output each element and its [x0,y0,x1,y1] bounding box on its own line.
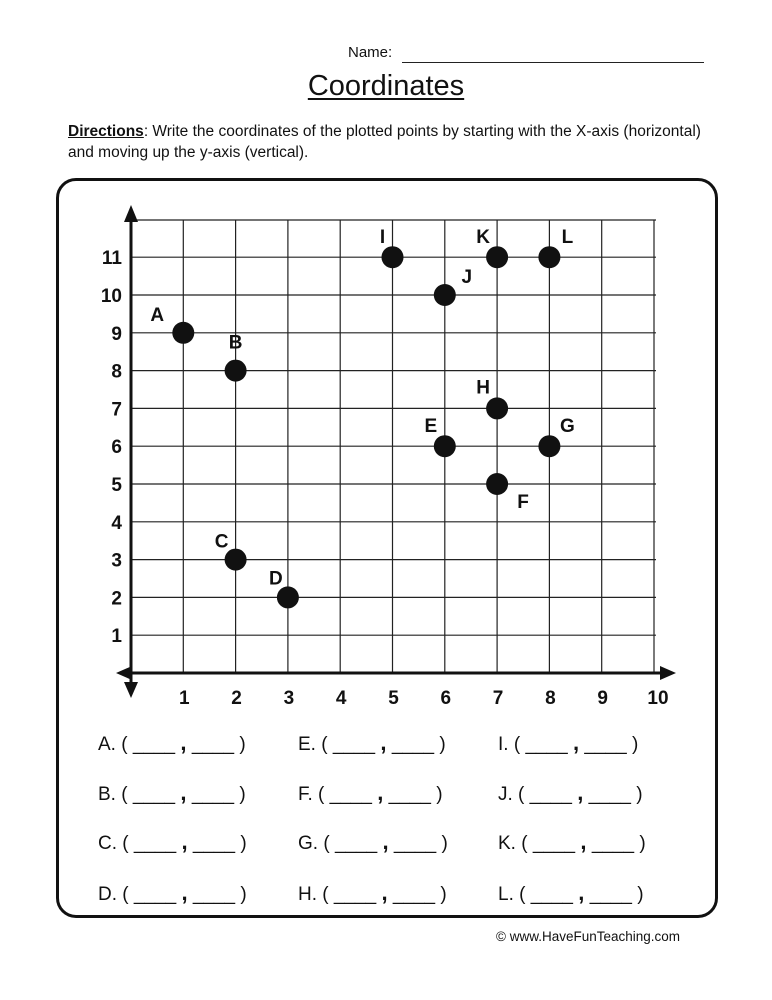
x-tick-label: 5 [388,688,399,709]
answer-suffix: ) [436,784,443,805]
x-tick-label: 6 [440,688,452,709]
answer-prefix: B. ( [98,784,128,805]
answer-blank-x[interactable]: ____ [532,833,576,854]
x-tick-label: 2 [231,688,242,709]
answer-suffix: ) [441,833,448,854]
answer-comma: , [180,730,187,755]
x-tick-label: 9 [597,688,608,709]
answer-comma: , [580,829,587,854]
point-label-j: J [461,267,473,288]
answer-suffix: ) [439,734,446,755]
answer-blank-x[interactable]: ____ [133,833,177,854]
answer-item [98,880,247,906]
answer-item [298,880,447,906]
point-label-f: F [517,492,529,513]
answer-blank-y[interactable]: ____ [191,734,235,755]
x-tick-label: 1 [179,688,190,709]
answer-prefix: L. ( [498,884,526,905]
answer-blank-x[interactable]: ____ [530,884,574,905]
point-label-d: D [269,568,283,590]
answer-comma: , [578,880,585,905]
answer-item [498,829,646,855]
answer-prefix: E. ( [298,734,328,755]
answer-blank-x[interactable]: ____ [133,884,177,905]
y-tick-label: 8 [111,361,122,383]
answer-blank-y[interactable]: ____ [588,784,631,805]
y-tick-label: 3 [111,550,122,572]
data-point-l [538,246,560,268]
data-point-k [486,246,508,268]
answer-item [298,829,448,855]
answer-blank-y[interactable]: ____ [192,833,236,854]
x-tick-label: 7 [492,688,504,709]
answer-prefix: I. ( [498,734,521,755]
point-label-h: H [476,377,490,399]
answer-blank-x[interactable]: ____ [529,784,572,805]
data-point-j [434,284,456,306]
answer-comma: , [577,780,584,805]
answer-blank-y[interactable]: ____ [391,734,435,755]
answer-blank-x[interactable]: ____ [132,784,176,805]
data-point-i [382,246,404,268]
y-tick-label: 9 [111,323,122,345]
answer-suffix: ) [440,884,447,905]
answer-suffix: ) [239,784,246,805]
answer-item [98,730,246,756]
answer-suffix: ) [239,734,246,755]
y-tick-label: 4 [111,512,122,534]
data-point-a [172,322,194,344]
answer-comma: , [382,829,389,854]
point-label-c: C [214,531,229,553]
page-title-text: Coordinates [307,70,465,102]
answer-item [98,780,246,806]
answer-blank-y[interactable]: ____ [589,884,632,905]
answer-prefix: H. ( [298,884,329,905]
answer-item [298,730,446,756]
point-label-e: E [424,416,438,438]
point-label-l: L [561,227,574,249]
answer-prefix: G. ( [298,833,330,854]
answer-item [298,780,443,806]
answer-item [498,730,638,756]
answer-suffix: ) [631,734,639,755]
answer-blank-x[interactable]: ____ [329,784,372,805]
answer-blank-x[interactable]: ____ [132,734,176,755]
answer-prefix: A. ( [98,734,128,755]
x-tick-label: 8 [545,688,556,709]
x-tick-label: 4 [335,688,347,709]
answer-suffix: ) [639,833,646,854]
answer-blank-y[interactable]: ____ [192,884,236,905]
x-tick-label: 3 [283,688,295,709]
answer-prefix: C. ( [98,833,129,854]
y-tick-label: 7 [111,399,122,421]
answer-suffix: ) [240,833,247,854]
answer-item [98,829,247,855]
answer-blank-y[interactable]: ____ [393,833,437,854]
name-label: Name: [348,44,393,61]
answer-prefix: K. ( [498,833,528,854]
y-tick-label: 1 [111,626,122,648]
answer-blank-y[interactable]: ____ [191,784,235,805]
y-tick-label: 11 [101,248,122,270]
answer-blank-y[interactable]: ____ [388,784,431,805]
data-point-h [486,397,508,419]
copyright-footer: © www.HaveFunTeaching.com [496,929,681,944]
data-point-g [538,435,560,457]
x-tick-label: 10 [647,688,669,709]
y-tick-label: 6 [111,437,122,459]
answer-item [498,780,643,806]
answer-blank-y[interactable]: ____ [591,833,635,854]
answer-suffix: ) [240,884,247,905]
y-axis-arrow-down [124,682,138,698]
data-point-f [486,473,508,495]
x-axis-arrow-left [116,666,132,680]
y-axis-arrow-up [124,205,138,222]
answer-comma: , [181,880,188,905]
point-label-a: A [150,304,165,326]
answer-item [498,880,644,906]
answer-comma: , [380,730,387,755]
point-label-i: I [379,227,386,249]
directions-label: Directions [68,123,144,140]
answer-suffix: ) [637,884,644,905]
data-point-e [434,435,456,457]
directions-text: : Write the coordinates of the plotted points by starting with the X-axis (horizontal) and moving up the y-axis (vertical). [68,123,701,161]
answer-blank-y[interactable]: ____ [584,734,627,755]
answer-blank-x[interactable]: ____ [334,833,378,854]
answer-blank-x[interactable]: ____ [333,884,377,905]
y-tick-label: 10 [100,286,122,307]
point-label-k: K [476,227,490,249]
point-label-b: B [228,332,243,354]
data-point-b [225,360,247,382]
answer-comma: , [381,880,388,905]
y-tick-label: 2 [111,588,122,610]
answer-prefix: J. ( [498,784,525,805]
answer-prefix: F. ( [298,784,325,805]
point-label-g: G [560,416,575,438]
answer-prefix: D. ( [98,884,129,905]
answer-comma: , [573,730,580,755]
answer-blank-y[interactable]: ____ [392,884,436,905]
answer-comma: , [377,780,384,805]
answer-suffix: ) [636,784,643,805]
answer-blank-x[interactable]: ____ [525,734,568,755]
x-axis-arrow-right [660,666,676,680]
data-point-d [277,586,299,608]
answer-comma: , [181,829,188,854]
answer-blank-x[interactable]: ____ [332,734,376,755]
answer-comma: , [180,780,187,805]
y-tick-label: 5 [111,475,122,496]
